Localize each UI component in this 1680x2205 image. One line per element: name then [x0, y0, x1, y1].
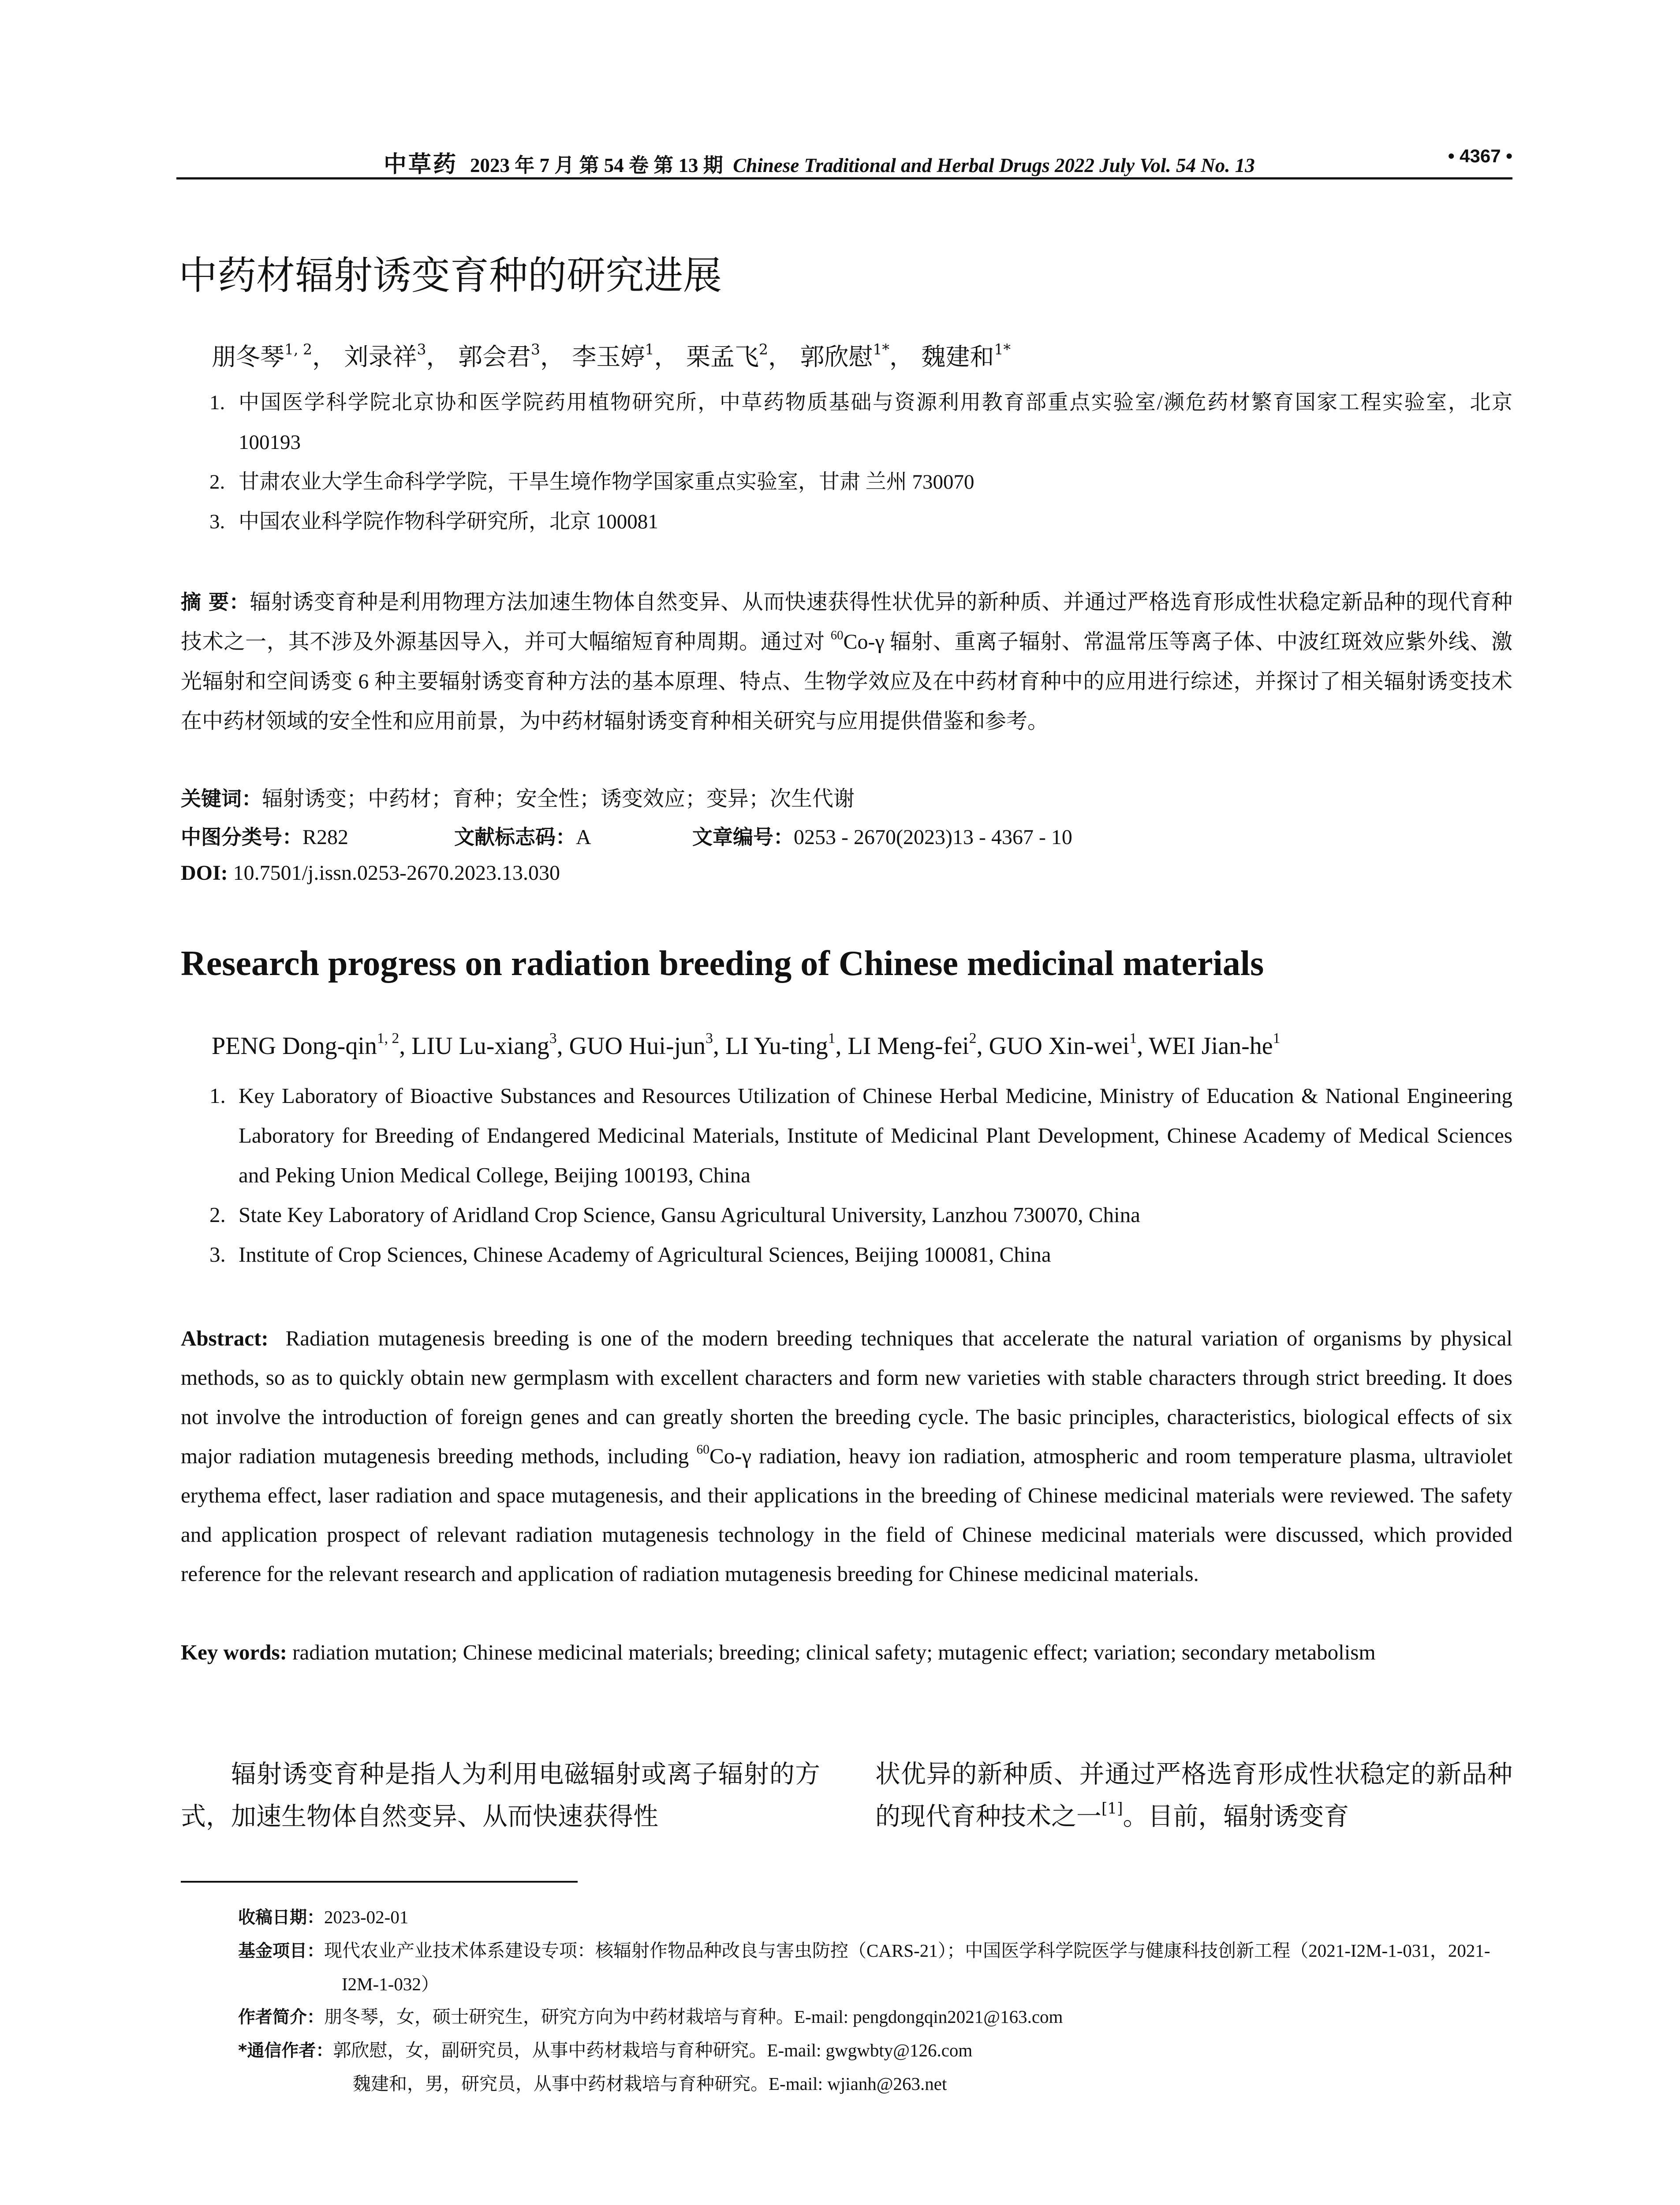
- author-en-affil: 2: [969, 1030, 977, 1046]
- keywords-en-text: radiation mutation; Chinese medicinal materials; breeding; clinical safety; mutagenic effect; variation; secondary metabolism: [292, 1640, 1376, 1664]
- abstract-cn-label: 摘 要：: [181, 590, 250, 614]
- isotope-superscript: 60: [696, 1442, 709, 1457]
- author-en-name: PENG Dong-qin: [212, 1032, 377, 1060]
- footnote-received: [238, 1901, 1512, 1934]
- author-cn-name: 刘录祥: [344, 343, 417, 371]
- article-value: 0253 - 2670(2023)13 - 4367 - 10: [794, 826, 1072, 849]
- running-header: [176, 146, 1512, 176]
- affiliation-text: 中国医学科学院北京协和医学院药用植物研究所，中草药物质基础与资源利用教育部重点实验室/濒危药材繁育国家工程实验室，北京 100193: [239, 391, 1512, 454]
- affiliation-number: 2.: [209, 1203, 226, 1227]
- author-cn-name: 李玉婷: [572, 343, 645, 371]
- keywords-en: [181, 1633, 1512, 1672]
- body-column-left: 辐射诱变育种是指人为利用电磁辐射或离子辐射的方式，加速生物体自然变异、从而快速获得性: [181, 1760, 820, 1831]
- author-cn-affil: 1, 2: [284, 340, 312, 358]
- article-number: [692, 821, 1072, 850]
- author-en-name: LI Yu-ting: [725, 1032, 828, 1060]
- article-label: 文章编号：: [692, 825, 794, 849]
- abstract-en-text: Radiation mutagenesis breeding is one of the modern breeding techniques that accelerate the natural variation of organisms by physical methods, so as to quickly obtain new germplasm with excellent characters and form new varieties with stable characters through strict breeding. It does not involve the introduction of foreign genes and can greatly shorten the breeding cycle. The basic principles, characteristics, biological effects of six major radiation mutagenesis breeding methods, including: [181, 1326, 1513, 1468]
- page-number: • 4367 •: [1448, 146, 1512, 166]
- author-en-affil: 3: [706, 1030, 713, 1046]
- author-cn-affil: 1: [645, 340, 654, 358]
- footnotes: [238, 1901, 1512, 2100]
- journal-logo: 中草药: [384, 152, 458, 177]
- affiliation-cn: [209, 502, 1512, 542]
- affiliation-text: Institute of Crop Sciences, Chinese Academy of Agricultural Sciences, Beijing 100081, China: [239, 1242, 1051, 1267]
- keywords-cn: [181, 781, 855, 812]
- affiliations-en: [209, 1076, 1512, 1274]
- keywords-en-label: Key words:: [181, 1640, 287, 1664]
- affiliation-number: 1.: [209, 391, 225, 414]
- header-rule: [176, 177, 1512, 179]
- title-cn: 中药材辐射诱变育种的研究进展: [179, 253, 722, 298]
- abstract-cn: [181, 582, 1512, 741]
- footnote-corresponding-2: [238, 2067, 1512, 2100]
- abstract-cn-text: 辐射诱变育种是利用物理方法加速生物体自然变异、从而快速获得性状优异的新种质、并通过严格选育形成性状稳定新品种的现代育种技术之一，其不涉及外源基因导入，并可大幅缩短育种周期。通过对: [181, 590, 1513, 654]
- doc-value: A: [576, 826, 591, 849]
- author-cn-name: 郭会君: [458, 343, 531, 371]
- affiliation-en: [209, 1076, 1512, 1195]
- doc-label: 文献标志码：: [454, 825, 576, 849]
- footnote-label: 收稿日期：: [238, 1908, 325, 1928]
- footnote-value: 2023-02-01: [324, 1907, 409, 1927]
- classification-line: [181, 821, 1151, 850]
- footnote-corresponding: [238, 2034, 1512, 2067]
- doi-link[interactable]: 10.7501/j.issn.0253-2670.2023.13.030: [233, 861, 560, 885]
- affiliation-cn: [209, 462, 1512, 502]
- author-en-affil: 1: [828, 1030, 836, 1046]
- footnote-value: 郭欣慰，女，副研究员，从事中药材栽培与育种研究。E-mail: gwgwbty@126.com: [333, 2040, 973, 2060]
- body-right-text: 状优异的新种质、并通过严格选育形成性状稳定的新品种的现代育种技术之一: [875, 1760, 1512, 1831]
- author-cn-affil: 1*: [994, 340, 1011, 358]
- affiliation-text: 中国农业科学院作物科学研究所，北京 100081: [239, 510, 658, 533]
- affiliations-cn: [209, 383, 1512, 542]
- author-cn-affil: 3: [531, 340, 540, 358]
- affiliation-text: Key Laboratory of Bioactive Substances and Resources Utilization of Chinese Herbal Medicine, Ministry of Education & National Engineering Laboratory for Breeding of Endangered Medicinal Materials, Institute of Medicinal Plant Development, Chinese Academy of Medical Sciences and Peking Union Medical College, Beijing 100193, China: [239, 1084, 1512, 1187]
- authors-en: PENG Dong-qin$^{1, 2}$, LIU Lu-xiang$^3$, GUO Hui-jun$^3$, LI Yu-ting$^1$, LI Meng-fei$^2$, GUO Xin-wei$^1$, WEI Jian-$he^1$: [212, 1030, 1281, 1060]
- doi: [181, 861, 560, 885]
- isotope-superscript: 60: [830, 628, 844, 643]
- author-en-affil: 1: [1273, 1030, 1281, 1046]
- author-cn-affil: 2: [759, 340, 768, 358]
- header-issue-en: Chinese Traditional and Herbal Drugs 2022 July Vol. 54 No. 13: [733, 154, 1255, 176]
- citation-ref[interactable]: [1]: [1101, 1800, 1123, 1818]
- abstract-cn-text-cont: Co-γ 辐射、重离子辐射、常温常压等离子体、中波红斑效应紫外线、激光辐射和空间诱变 6 种主要辐射诱变育种方法的基本原理、特点、生物学效应及在中药材育种中的应用进行综述，并探讨了相关辐射诱变技术在中药材领域的安全性和应用前景，为中药材辐射诱变育种相关研究与应用提供借鉴和参考。: [181, 630, 1512, 733]
- author-cn-name: 魏建和: [921, 343, 994, 371]
- abstract-en-label: Abstract:: [181, 1326, 269, 1350]
- clc-label: 中图分类号：: [181, 825, 302, 849]
- affiliation-number: 2.: [209, 471, 225, 493]
- footnote-rule: [181, 1881, 578, 1883]
- affiliation-number: 3.: [209, 1242, 226, 1267]
- footnote-value: 魏建和，男，研究员，从事中药材栽培与育种研究。E-mail: wjianh@263.net: [353, 2074, 947, 2094]
- footnote-value: 现代农业产业技术体系建设专项：核辐射作物品种改良与害虫防控（CARS-21）；中国医学科学院医学与健康科技创新工程（2021-I2M-1-031，2021-I2M-1-032）: [324, 1940, 1490, 1994]
- author-en-affil: 1, 2: [377, 1030, 399, 1046]
- title-en: Research progress on radiation breeding of Chinese medicinal materials: [181, 944, 1264, 983]
- author-en-affil: 3: [549, 1030, 557, 1046]
- author-en-name: GUO Hui-jun: [569, 1032, 706, 1060]
- author-cn-name: 栗孟飞: [686, 343, 759, 371]
- keywords-cn-text: 辐射诱变；中药材；育种；安全性；诱变效应；变异；次生代谢: [262, 787, 855, 811]
- footnote-label: 作者简介：: [238, 2007, 325, 2027]
- affiliation-text: State Key Laboratory of Aridland Crop Science, Gansu Agricultural University, Lanzhou 730070, China: [239, 1203, 1140, 1227]
- footnote-label: 基金项目：: [238, 1941, 325, 1961]
- footnote-fund: [238, 1934, 1512, 2000]
- document-code: [454, 821, 692, 850]
- author-cn-affil: 3: [417, 340, 426, 358]
- author-cn-name: 朋冬琴: [212, 343, 285, 371]
- header-issue-cn: 2023 年 7 月 第 54 卷 第 13 期: [470, 154, 723, 176]
- footnote-label: *通信作者：: [238, 2041, 333, 2061]
- footnote-value: 朋冬琴，女，硕士研究生，研究方向为中药材栽培与育种。E-mail: pengdongqin2021@163.com: [324, 2007, 1063, 2027]
- authors-cn: 朋冬琴$^{1, 2}$， 刘录祥$^3$， 郭会君$^3$， 李玉婷$^1$， 栗孟飞$^2$， 郭欣慰$^{1*}$， 魏建和$^{1*}$: [212, 340, 1011, 371]
- doi-label: DOI:: [181, 861, 228, 885]
- body-column-right: [875, 1753, 1512, 1838]
- affiliation-cn: [209, 383, 1512, 462]
- keywords-cn-label: 关键词：: [181, 787, 262, 811]
- clc-code: [181, 821, 454, 850]
- body-right-text-cont: 。目前，辐射诱变育: [1123, 1802, 1349, 1831]
- affiliation-number: 1.: [209, 1084, 226, 1108]
- abstract-en: [181, 1319, 1512, 1593]
- author-cn-name: 郭欣慰: [800, 343, 873, 371]
- author-en-affil: 1: [1129, 1030, 1137, 1046]
- footnote-author: [238, 2000, 1512, 2034]
- affiliation-number: 3.: [209, 510, 225, 533]
- abstract-en-text-cont: Co-γ radiation, heavy ion radiation, atmospheric and room temperature plasma, ultraviolet erythema effect, laser radiation and space mutagenesis, and their applications in the breeding of Chinese medicinal materials were reviewed. The safety and application prospect of relevant radiation mutagenesis technology in the field of Chinese medicinal materials were discussed, which provided reference for the relevant research and application of radiation mutagenesis breeding for Chinese medicinal materials.: [181, 1444, 1512, 1586]
- affiliation-en: [209, 1235, 1512, 1274]
- author-en-name: LIU Lu-xiang: [411, 1032, 549, 1060]
- affiliation-en: [209, 1195, 1512, 1235]
- author-cn-affil: 1*: [873, 340, 889, 358]
- clc-value: R282: [302, 826, 349, 849]
- author-en-name: WEI Jian-he: [1149, 1032, 1273, 1060]
- author-en-name: GUO Xin-wei: [989, 1032, 1130, 1060]
- author-en-name: LI Meng-fei: [847, 1032, 969, 1060]
- header-issue-line: [384, 146, 1255, 179]
- affiliation-text: 甘肃农业大学生命科学学院，干旱生境作物学国家重点实验室，甘肃 兰州 730070: [239, 471, 974, 493]
